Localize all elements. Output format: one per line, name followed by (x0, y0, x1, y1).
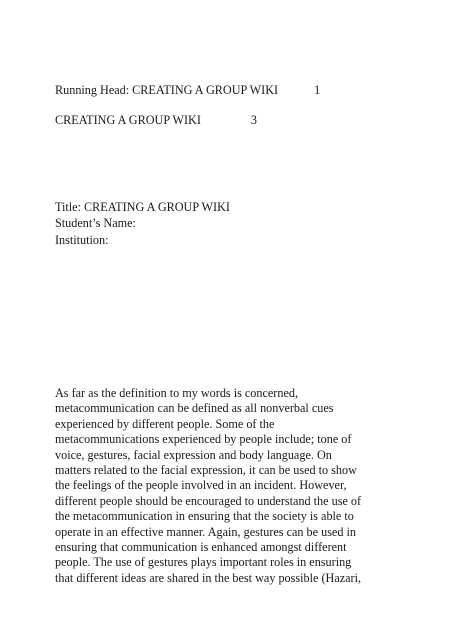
body-line: people. The use of gestures plays important roles in ensuring (55, 555, 352, 570)
running-head-text: Running Head: CREATING A GROUP WIKI (55, 83, 279, 97)
body-line: that different ideas are shared in the best way possible (Hazari, (55, 570, 362, 585)
body-line: matters related to the facial expression, it can be used to show (55, 463, 357, 478)
running-head (55, 82, 320, 98)
short-title-page-number: 3 (250, 113, 258, 127)
body-line: metacommunications experienced by people include; tone of (55, 432, 352, 447)
institution-label: Institution: (55, 232, 109, 247)
body-line: experienced by different people. Some of the (55, 416, 275, 431)
body-paragraph (55, 386, 400, 586)
body-line: metacommunication can be defined as all nonverbal cues (55, 401, 334, 416)
body-line: ensuring that communication is enhanced amongst different (55, 540, 347, 555)
student-name-label: Student’s Name: (55, 216, 136, 231)
short-title-text: CREATING A GROUP WIKI (55, 113, 201, 127)
body-line: As far as the definition to my words is concerned, (55, 386, 299, 400)
title-block (55, 199, 230, 248)
paper-title: Title: CREATING A GROUP WIKI (55, 200, 230, 214)
body-line: the feelings of the people involved in an incident. However, (55, 478, 347, 493)
body-line: voice, gestures, facial expression and body language. On (55, 447, 332, 462)
body-line: operate in an effective manner. Again, gestures can be used in (55, 524, 356, 539)
body-line: different people should be encouraged to understand the use of (55, 493, 362, 508)
body-line: the metacommunication in ensuring that the society is able to (55, 509, 354, 524)
short-title-header (55, 112, 257, 128)
running-head-page-number: 1 (314, 83, 321, 97)
